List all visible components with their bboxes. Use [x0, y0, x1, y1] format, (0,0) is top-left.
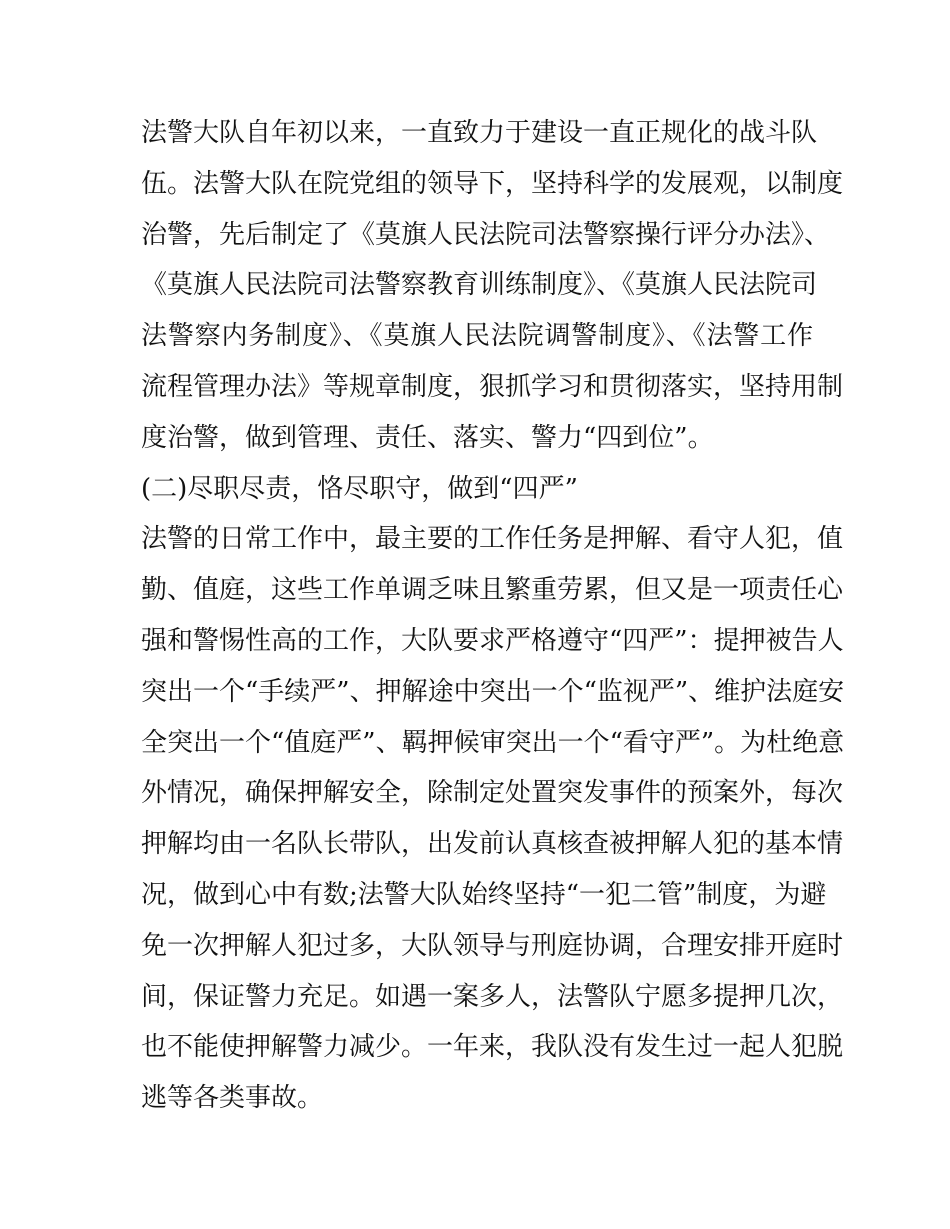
text-line: 免一次押解人犯过多，大队领导与刑庭协调，合理安排开庭时	[141, 930, 844, 961]
text-line: 全突出一个“值庭严”、羁押候审突出一个“看守严”。为杜绝意	[141, 727, 845, 758]
text-line: 《莫旗人民法院司法警察教育训练制度》、《莫旗人民法院司	[141, 270, 818, 301]
section-heading: (二)尽职尽责，恪尽职守，做到“四严”	[141, 473, 578, 504]
text-line: 治警，先后制定了《莫旗人民法院司法警察操行评分办法》、	[141, 219, 831, 250]
text-line: 勤、值庭，这些工作单调乏味且繁重劳累，但又是一项责任心	[141, 575, 844, 606]
text-line: 外情况，确保押解安全，除制定处置突发事件的预案外，每次	[141, 778, 844, 809]
text-line: 强和警惕性高的工作，大队要求严格遵守“四严”：提押被告人	[141, 625, 844, 656]
text-line: 度治警，做到管理、责任、落实、警力“四到位”。	[141, 422, 714, 453]
text-line: 逃等各类事故。	[141, 1083, 324, 1114]
text-line: 流程管理办法》等规章制度，狠抓学习和贯彻落实，坚持用制	[141, 371, 844, 402]
text-line: 况，做到心中有数;法警大队始终坚持“一犯二管”制度，为避	[141, 879, 827, 910]
text-line: 间，保证警力充足。如遇一案多人，法警队宁愿多提押几次，	[141, 981, 844, 1012]
text-line: 法警察内务制度》、《莫旗人民法院调警制度》、《法警工作	[141, 321, 813, 352]
text-line: 也不能使押解警力减少。一年来，我队没有发生过一起人犯脱	[141, 1032, 844, 1063]
text-line: 押解均由一名队长带队，出发前认真核查被押解人犯的基本情	[141, 829, 844, 860]
text-line: 法警大队自年初以来，一直致力于建设一直正规化的战斗队	[141, 118, 818, 148]
text-line: 法警的日常工作中，最主要的工作任务是押解、看守人犯，值	[141, 524, 844, 555]
text-line: 伍。法警大队在院党组的领导下，坚持科学的发展观，以制度	[141, 168, 844, 199]
body-text	[141, 108, 845, 1124]
text-line: 突出一个“手续严”、押解途中突出一个“监视严”、维护法庭安	[141, 676, 845, 707]
